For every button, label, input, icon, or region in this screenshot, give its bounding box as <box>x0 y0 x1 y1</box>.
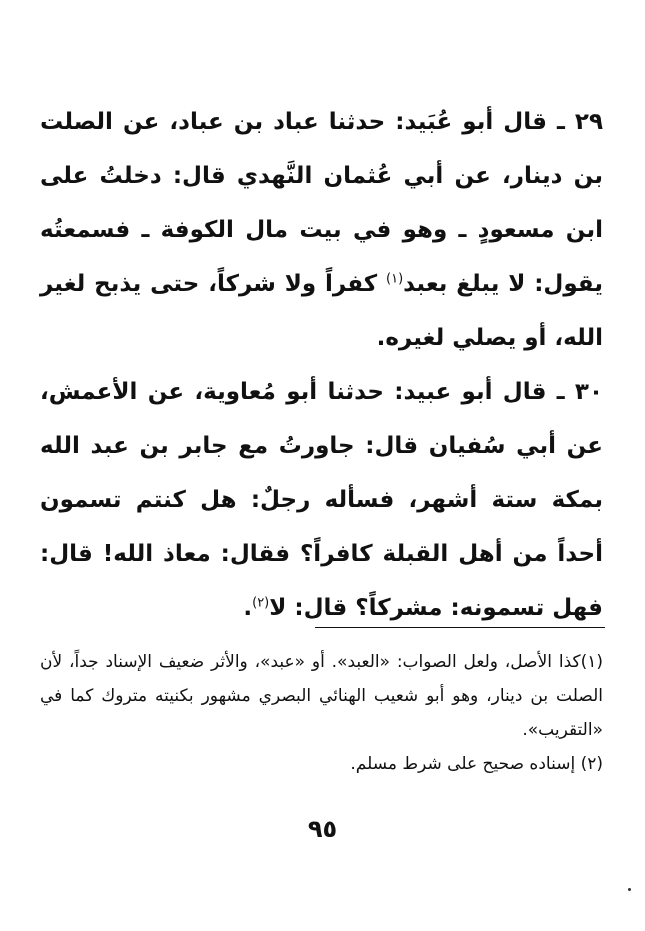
hadith-29-text: ـ قال أبو عُبَيد: حدثنا عباد بن عباد، عن الصلت بن دينار، عن أبي عُثمان النَّهدي قال: دخلتُ على ابن مسعودٍ ـ وهو في بيت مال الكوفة ـ فسمعتُه يقول: لا يبلغ بعبد <box>40 109 603 297</box>
hadith-30-number: ٣٠ <box>574 379 603 405</box>
hadith-29-number: ٢٩ <box>574 109 603 135</box>
footnote-2: (٢) إسناده صحيح على شرط مسلم. <box>350 754 603 774</box>
hadith-30-text: ـ قال أبو عبيد: حدثنا أبو مُعاوية، عن الأعمش، عن أبي سُفيان قال: جاورتُ مع جابر بن عبد الله بمكة ستة أشهر، فسأله رجلٌ: هل كنتم تسمون أحداً من أهل القبلة كافراً؟ فقال: معاذ الله! قال: فهل تسمونه: مشركاً؟ قال: لا <box>40 379 603 621</box>
main-text-block <box>40 95 603 635</box>
footnote-ref-1[interactable]: (١) <box>386 271 404 287</box>
footnote-1: (١)كذا الأصل، ولعل الصواب: «العبد». أو «عبد»، والأثر ضعيف الإسناد جداً، لأن الصلت بن دينار، وهو أبو شعيب الهنائي البصري مشهور بكنيته متروك كما في «التقريب». <box>40 652 603 740</box>
footnote-ref-2[interactable]: (٢) <box>252 595 270 611</box>
hadith-30-text-after: . <box>243 595 253 621</box>
hadith-29-paragraph <box>40 95 603 365</box>
scan-speck <box>628 888 631 891</box>
footnote-separator <box>315 627 605 628</box>
footnotes-block <box>40 645 603 781</box>
hadith-29-text-after: كفراً ولا شركاً، حتى يذبح لغير الله، أو يصلي لغيره. <box>40 271 603 351</box>
hadith-30-paragraph <box>40 365 603 635</box>
page-number: ٩٥ <box>307 815 338 843</box>
